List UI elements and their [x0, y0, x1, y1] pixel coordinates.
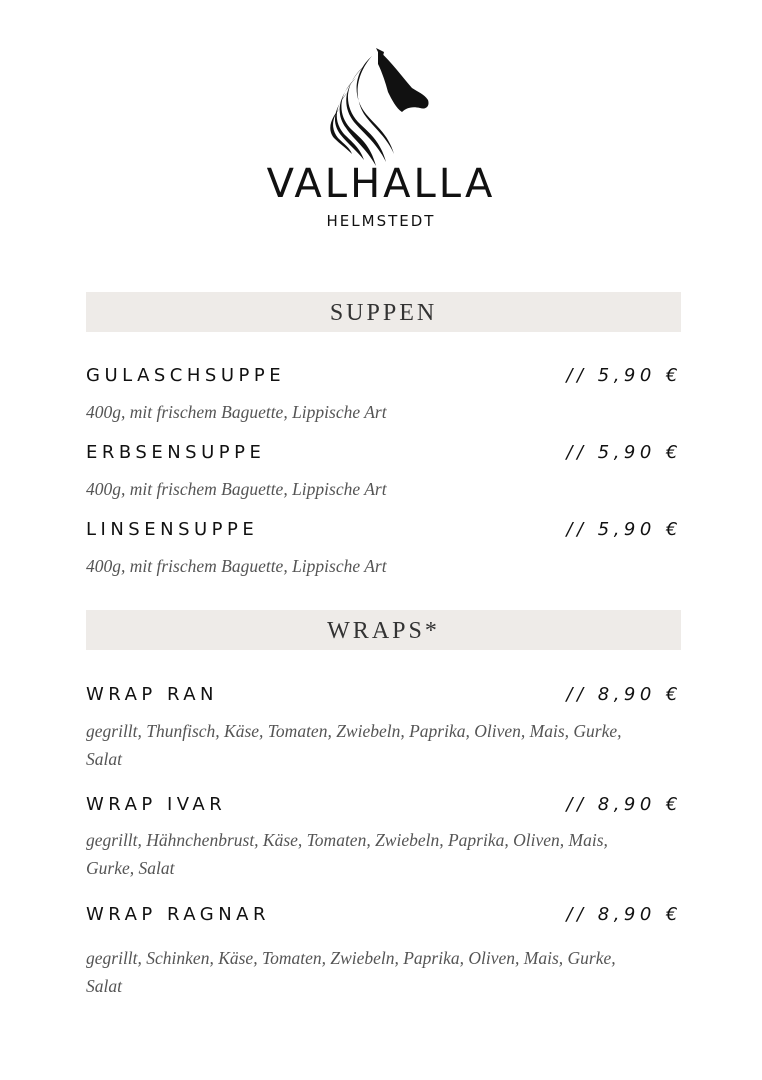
brand-name: VALHALLA — [266, 161, 496, 207]
menu-item-description: gegrillt, Schinken, Käse, Tomaten, Zwiebeln, Paprika, Oliven, Mais, Gurke, Salat — [86, 948, 616, 996]
menu-item-price: // 8,90 € — [566, 794, 682, 815]
menu-item-price: // 8,90 € — [566, 904, 682, 925]
city-name: HELMSTEDT — [326, 212, 436, 230]
menu-item-name: GULASCHSUPPE — [86, 365, 286, 386]
menu-item-price: // 5,90 € — [566, 365, 682, 386]
menu-item-name: WRAP IVAR — [86, 794, 227, 815]
menu-item-name: WRAP RAGNAR — [86, 904, 270, 925]
section-title-suppen: SUPPEN — [86, 292, 681, 332]
section-title-wraps: WRAPS* — [86, 610, 681, 650]
menu-item-price: // 5,90 € — [566, 442, 682, 463]
menu-item-description: gegrillt, Hähnchenbrust, Käse, Tomaten, Zwiebeln, Paprika, Oliven, Mais, Gurke, Salat — [86, 830, 608, 878]
menu-item-description: gegrillt, Thunfisch, Käse, Tomaten, Zwiebeln, Paprika, Oliven, Mais, Gurke, Salat — [86, 721, 622, 769]
menu-item-name: WRAP RAN — [86, 684, 219, 705]
menu-item-description: 400g, mit frischem Baguette, Lippische Art — [86, 556, 387, 576]
menu-item-description: 400g, mit frischem Baguette, Lippische Art — [86, 479, 387, 499]
header — [0, 0, 762, 250]
menu-item-name: ERBSENSUPPE — [86, 442, 266, 463]
menu-item-name: LINSENSUPPE — [86, 519, 259, 540]
menu-item-description: 400g, mit frischem Baguette, Lippische Art — [86, 402, 387, 422]
menu-item-price: // 8,90 € — [566, 684, 682, 705]
menu-item-price: // 5,90 € — [566, 519, 682, 540]
horse-head-logo-icon — [326, 44, 436, 170]
